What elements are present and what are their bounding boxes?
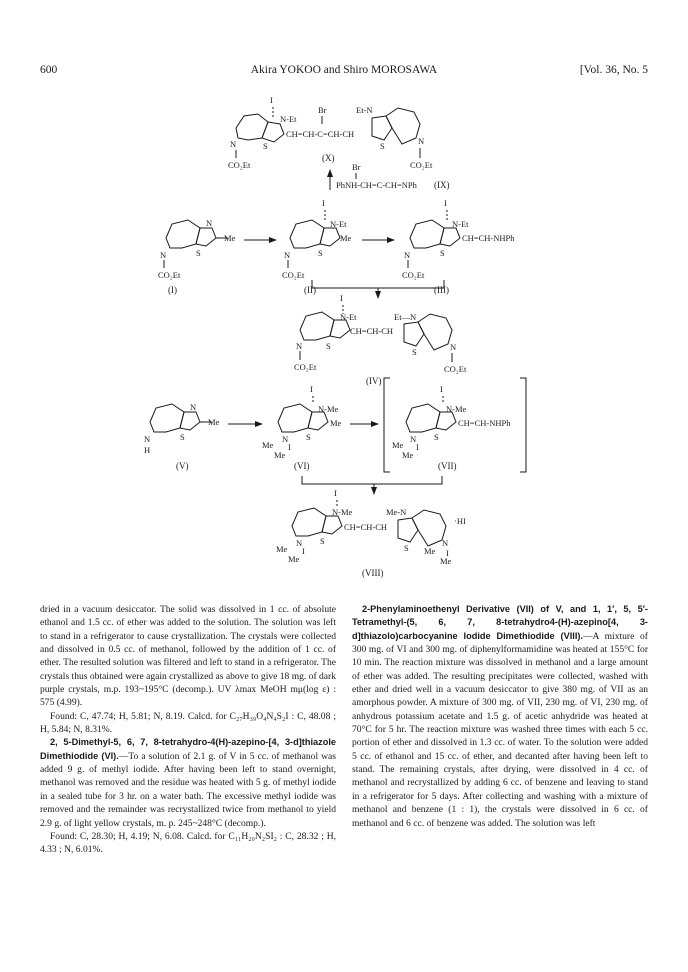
vi-i-bottom: I [288,442,291,452]
v-n-top: N [190,402,197,412]
x-iodide: I [270,95,273,105]
vii-n-left: N [410,434,417,444]
ii-n-left: N [284,250,291,260]
iii-label: (III) [434,285,449,295]
left-paragraph-3-body: —To a solution of 2.1 g. of V in 5 cc. of methanol was added 9 g. of methyl iodide. After having been left to stand overnight, methanol was removed and the residue was heated with 5 g. of methyl iodide in a sealed tube for 3 hr. on a water bath. The excessive methyl iodide was removed and the remainder was recrystallized twice from methanol to yield 2.9 g. of light yellow crystals, m. p. 245~248°C (decomp.). [40,750,337,829]
viii-n-me: N-Me [332,507,353,517]
viii-n-right: N [442,538,449,548]
v-label: (V) [176,461,189,471]
vi-iodide: I [310,384,313,394]
vi-n-left: N [282,434,289,444]
x-label: (X) [322,153,335,163]
compound-i [158,218,236,295]
compound-ii [282,198,352,295]
left-paragraph-1: dried in a vacuum desiccator. The solid was dissolved in 1 cc. of absolute ethanol and 1.5 cc. of ether was added to the solution. The solution was left to stand in a refrigerator to cause crystallization. The crystals were collected and dissolved in 0.5 cc. of methanol, followed by the addition of 1 cc. of ether. The resulted solution was filtered and left to stand in a refrigerator. The crystals thus obtained were again crystallized as above to give 18 mg. of dark purple crystals, m.p. 193~195°C (decomp.). UV λmax MeOH mμ(log ε) : 575 (4.99). [40,604,336,709]
ii-co2et: CO₂Et [282,270,305,280]
vii-i-bottom: I [416,442,419,452]
viii-me-left: Me [276,544,288,554]
iv-co2et-left: CO₂Et [294,362,317,372]
ii-s: S [318,248,323,258]
vii-me-left: Me [392,440,404,450]
running-title: Akira YOKOO and Shiro MOROSAWA [250,64,438,76]
iv-n-right: N [450,342,457,352]
ii-iodide: I [322,198,325,208]
x-co2et-right: CO₂Et [410,160,433,170]
viii-i-left: I [302,546,305,556]
compound-vi [262,384,342,471]
viii-me-right-bottom: Me [440,556,452,566]
x-n-et: N-Et [280,114,297,124]
i-co2et: CO₂Et [158,270,181,280]
viii-n-left: N [296,538,303,548]
compound-vii [392,384,511,471]
compound-v [144,402,220,471]
left-paragraph-3 [40,736,336,829]
iv-label: (IV) [366,376,382,386]
vi-me-left: Me [262,440,274,450]
x-br: Br [318,105,327,115]
compound-viii [276,488,466,578]
compound-ix [336,162,450,190]
iv-co2et-right: CO₂Et [444,364,467,374]
vi-n-me: N-Me [318,404,339,414]
ii-me: Me [340,233,352,243]
x-chain: CH=CH-C=CH-CH [286,129,355,139]
viii-s-right: S [404,543,409,553]
right-paragraph-1 [352,603,648,830]
viii-s-left: S [320,536,325,546]
viii-me-left-bottom: Me [288,554,300,564]
vii-me-bottom: Me [402,450,414,460]
vii-iodide: I [440,384,443,394]
iv-n-et: N-Et [340,312,357,322]
iii-n-et: N-Et [452,219,469,229]
compound-iii [402,198,515,295]
vi-s: S [306,432,311,442]
iii-iodide: I [444,198,447,208]
v-s: S [180,432,185,442]
i-n-top: N [206,218,213,228]
v-h: H [144,445,151,455]
iii-s: S [440,248,445,258]
vii-label: (VII) [438,461,457,471]
ii-n-et: N-Et [330,219,347,229]
vii-chain: CH=CH-NHPh [458,418,511,428]
i-s: S [196,248,201,258]
ix-formula: PhNH-CH=C-CH=NPh [336,180,417,190]
right-paragraph-1-body: —A mixture of 300 mg. of VI and 300 mg. of diphenylformamidine was heated at 155°C for 10 min. The reaction mixture was dissolved in methanol and a large amount of ether was added. The resulting precipitates were collected, washed with ether and dried well in a vacuum desiccator to give 380 mg. of VII as an amorphous powder. A mixture of 300 mg. of VII, 230 mg. of VI, 230 mg. of anhydrous potassium acetate and 1.5 g. of acetic anhydride was heated at 70°C for 5 hr. The reaction mixture was washed three times with each 5 cc. portion of ether and dissolved in 1.3 cc. of water. To the solution were added 5 cc. of ethanol and 15 cc. of ether, and decanted after having been left to stand. The remaining crystals, after drying, were dissolved in 4 cc. of methanol and recrystallized by adding 6 cc. of benzene and leaving to stand in a refrigerator for 5 days. After collecting and washing with a mixture of methanol and benzene (1 : 1), the crystals were dissolved in 6 cc. of methanol and 6 cc. of benzene was added. The solution was left [352,630,648,829]
iii-co2et: CO₂Et [402,270,425,280]
vii-n-me: N-Me [446,404,467,414]
viii-me-n: Me-N [386,507,407,517]
ix-label: (IX) [434,180,450,190]
left-paragraph-4: Found: C, 28.30; H, 4.19; N, 6.08. Calcd. for C₁₁H₂₀N₂SI₂ : C, 28.32 ; H, 4.33 ; N, 6.01%. [40,830,336,856]
x-co2et-left: CO₂Et [228,160,251,170]
left-column [40,603,336,857]
x-s-right: S [380,141,385,151]
v-me: Me [208,417,220,427]
page-number: 600 [40,64,58,76]
i-label: (I) [168,285,177,295]
viii-label: (VIII) [362,568,384,578]
viii-chain: CH=CH-CH [344,522,388,532]
ii-label: (II) [304,285,316,295]
iv-n-left: N [296,341,303,351]
x-s-left: S [263,141,268,151]
i-n-left: N [160,250,167,260]
vi-label: (VI) [294,461,310,471]
x-n-left: N [230,139,237,149]
iii-chain: CH=CH-NHPh [462,233,515,243]
iv-et-n: Et—N [394,312,417,322]
right-heading-vii-viii: 2-Phenylaminoethenyl Derivative (VII) of V, and 1, 1′, 5, 5′-Tetramethyl-(5, 6, 7, 8-tetrahydro4-(H)-azepino[4, 3-d]thiazolo)carbocyanine Iodide Dimethiodide (VIII). [352,604,648,641]
iv-iodide: I [340,293,343,303]
iv-s-right: S [412,347,417,357]
right-column [352,603,648,830]
iii-n-left: N [404,250,411,260]
iv-s-left: S [326,341,331,351]
left-heading-vi: 2, 5-Dimethyl-5, 6, 7, 8-tetrahydro-4(H)-azepino-[4, 3-d]thiazole Dimethiodide (VI). [40,737,336,761]
x-n-right: N [418,136,425,146]
compound-x [228,95,433,170]
viii-i-right: I [446,548,449,558]
volume-info: [Vol. 36, No. 5 [579,64,648,76]
i-me: Me [224,233,236,243]
viii-iodide: I [334,488,337,498]
vii-s: S [434,432,439,442]
v-n-left: N [144,434,151,444]
vi-me-bottom: Me [274,450,286,460]
iv-chain: CH=CH-CH [350,326,394,336]
vi-me: Me [330,418,342,428]
ix-br: Br [352,162,361,172]
compound-iv [294,293,467,386]
viii-hi: ·HI [454,516,466,526]
x-et-n: Et-N [356,105,373,115]
left-paragraph-2: Found: C, 47.74; H, 5.81; N, 8.19. Calcd. for C₂₇H₃₉O₄N₄S₂I : C, 48.08 ; H, 5.84; N, 8.31%. [40,710,336,736]
viii-me-right: Me [424,546,436,556]
